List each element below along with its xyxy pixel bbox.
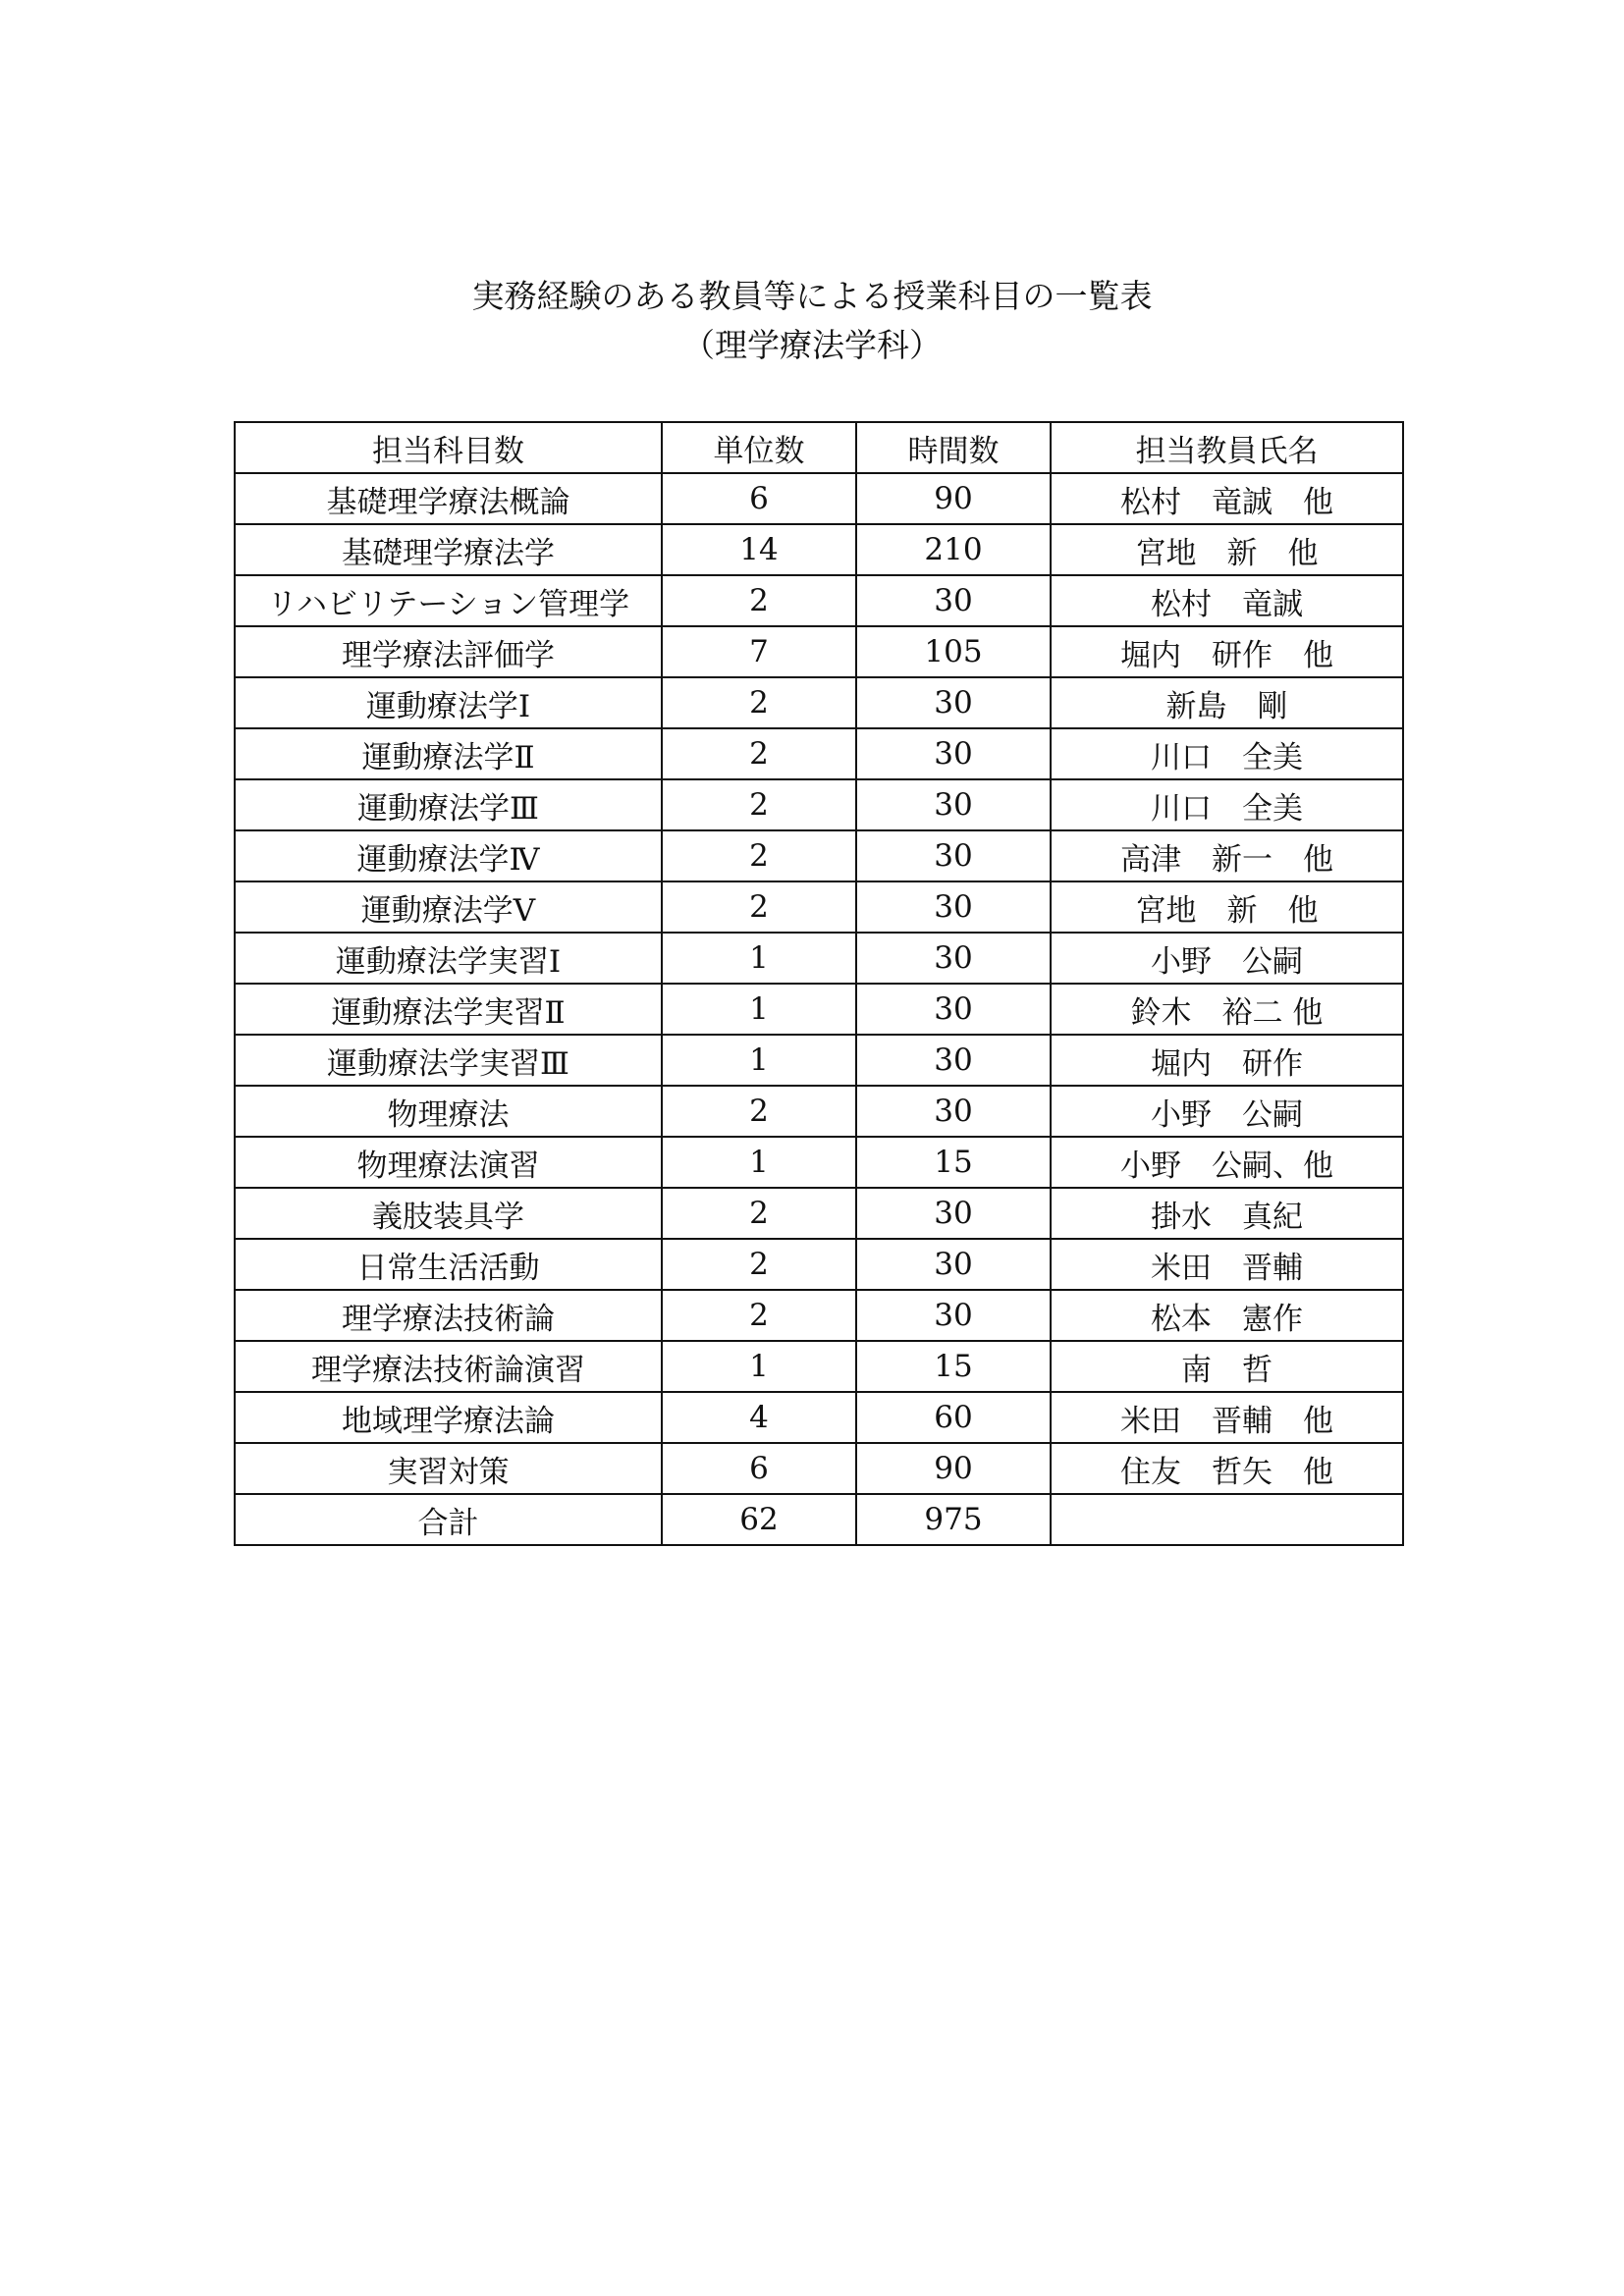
cell-teacher: 松本 憲作 xyxy=(1051,1290,1403,1341)
cell-units: 2 xyxy=(662,1239,856,1290)
cell-units: 6 xyxy=(662,473,856,524)
cell-teacher: 掛水 真紀 xyxy=(1051,1188,1403,1239)
cell-hours: 30 xyxy=(856,677,1051,728)
cell-hours: 30 xyxy=(856,933,1051,984)
table-header-row xyxy=(235,422,1403,473)
cell-teacher: 小野 公嗣 xyxy=(1051,933,1403,984)
cell-subject: 運動療法学Ⅰ xyxy=(235,677,662,728)
cell-teacher: 宮地 新 他 xyxy=(1051,524,1403,575)
document-title: 実務経験のある教員等による授業科目の一覧表 xyxy=(471,277,1153,315)
table-row xyxy=(235,933,1403,984)
cell-teacher: 鈴木 裕二 他 xyxy=(1051,984,1403,1035)
cell-teacher: 小野 公嗣、他 xyxy=(1051,1137,1403,1188)
cell-subject: 運動療法学Ⅱ xyxy=(235,728,662,779)
table-row xyxy=(235,881,1403,933)
cell-hours: 15 xyxy=(856,1341,1051,1392)
total-units: 62 xyxy=(662,1494,856,1545)
cell-hours: 30 xyxy=(856,575,1051,626)
cell-hours: 15 xyxy=(856,1137,1051,1188)
cell-teacher: 宮地 新 他 xyxy=(1051,881,1403,933)
cell-hours: 30 xyxy=(856,1188,1051,1239)
cell-teacher: 新島 剛 xyxy=(1051,677,1403,728)
cell-subject: 日常生活活動 xyxy=(235,1239,662,1290)
cell-hours: 30 xyxy=(856,779,1051,830)
cell-units: 2 xyxy=(662,575,856,626)
cell-units: 2 xyxy=(662,728,856,779)
table-row xyxy=(235,1188,1403,1239)
cell-units: 4 xyxy=(662,1392,856,1443)
cell-units: 14 xyxy=(662,524,856,575)
table-row xyxy=(235,1290,1403,1341)
cell-subject: 実習対策 xyxy=(235,1443,662,1494)
cell-subject: 運動療法学Ⅴ xyxy=(235,881,662,933)
total-hours: 975 xyxy=(856,1494,1051,1545)
table-row xyxy=(235,1341,1403,1392)
table-row xyxy=(235,1137,1403,1188)
cell-teacher: 堀内 研作 xyxy=(1051,1035,1403,1086)
cell-subject: 運動療法学実習Ⅲ xyxy=(235,1035,662,1086)
cell-units: 2 xyxy=(662,1188,856,1239)
cell-units: 1 xyxy=(662,984,856,1035)
total-label: 合計 xyxy=(235,1494,662,1545)
table-row xyxy=(235,779,1403,830)
table-row xyxy=(235,473,1403,524)
cell-units: 2 xyxy=(662,1086,856,1137)
cell-units: 6 xyxy=(662,1443,856,1494)
cell-subject: 運動療法学Ⅳ xyxy=(235,830,662,881)
cell-teacher: 高津 新一 他 xyxy=(1051,830,1403,881)
table-row xyxy=(235,1086,1403,1137)
table-row xyxy=(235,984,1403,1035)
total-teacher xyxy=(1051,1494,1403,1545)
cell-teacher: 川口 全美 xyxy=(1051,779,1403,830)
cell-teacher: 小野 公嗣 xyxy=(1051,1086,1403,1137)
cell-hours: 30 xyxy=(856,830,1051,881)
header-teacher: 担当教員氏名 xyxy=(1051,422,1403,473)
cell-hours: 210 xyxy=(856,524,1051,575)
cell-subject: 物理療法 xyxy=(235,1086,662,1137)
cell-hours: 30 xyxy=(856,1239,1051,1290)
cell-units: 1 xyxy=(662,1341,856,1392)
cell-units: 1 xyxy=(662,1035,856,1086)
table-row xyxy=(235,1239,1403,1290)
table-row xyxy=(235,677,1403,728)
cell-hours: 30 xyxy=(856,881,1051,933)
cell-teacher: 住友 哲矢 他 xyxy=(1051,1443,1403,1494)
cell-hours: 30 xyxy=(856,1290,1051,1341)
table-row xyxy=(235,626,1403,677)
cell-subject: 運動療法学実習Ⅱ xyxy=(235,984,662,1035)
table-row xyxy=(235,830,1403,881)
cell-units: 2 xyxy=(662,830,856,881)
table-row xyxy=(235,524,1403,575)
cell-subject: 運動療法学実習Ⅰ xyxy=(235,933,662,984)
table-row xyxy=(235,1392,1403,1443)
table-row xyxy=(235,1035,1403,1086)
cell-hours: 30 xyxy=(856,728,1051,779)
cell-teacher: 堀内 研作 他 xyxy=(1051,626,1403,677)
cell-units: 2 xyxy=(662,779,856,830)
cell-teacher: 米田 晋輔 xyxy=(1051,1239,1403,1290)
document-subtitle: （理学療法学科） xyxy=(682,326,942,364)
cell-units: 2 xyxy=(662,677,856,728)
cell-hours: 30 xyxy=(856,984,1051,1035)
cell-hours: 90 xyxy=(856,473,1051,524)
cell-units: 1 xyxy=(662,933,856,984)
cell-teacher: 川口 全美 xyxy=(1051,728,1403,779)
cell-units: 1 xyxy=(662,1137,856,1188)
cell-hours: 30 xyxy=(856,1086,1051,1137)
header-units: 単位数 xyxy=(662,422,856,473)
cell-units: 2 xyxy=(662,881,856,933)
cell-teacher: 米田 晋輔 他 xyxy=(1051,1392,1403,1443)
cell-subject: 理学療法評価学 xyxy=(235,626,662,677)
cell-subject: 義肢装具学 xyxy=(235,1188,662,1239)
cell-teacher: 南 哲 xyxy=(1051,1341,1403,1392)
cell-teacher: 松村 竜誠 他 xyxy=(1051,473,1403,524)
table-total-row xyxy=(235,1494,1403,1545)
table-row xyxy=(235,1443,1403,1494)
course-table xyxy=(234,421,1404,1546)
cell-hours: 60 xyxy=(856,1392,1051,1443)
cell-units: 2 xyxy=(662,1290,856,1341)
table-row xyxy=(235,728,1403,779)
cell-subject: 物理療法演習 xyxy=(235,1137,662,1188)
cell-subject: 運動療法学Ⅲ xyxy=(235,779,662,830)
cell-subject: 理学療法技術論 xyxy=(235,1290,662,1341)
cell-subject: リハビリテーション管理学 xyxy=(235,575,662,626)
table-row xyxy=(235,575,1403,626)
cell-teacher: 松村 竜誠 xyxy=(1051,575,1403,626)
cell-subject: 基礎理学療法学 xyxy=(235,524,662,575)
cell-hours: 30 xyxy=(856,1035,1051,1086)
header-subject: 担当科目数 xyxy=(235,422,662,473)
cell-hours: 90 xyxy=(856,1443,1051,1494)
cell-subject: 基礎理学療法概論 xyxy=(235,473,662,524)
header-hours: 時間数 xyxy=(856,422,1051,473)
cell-subject: 理学療法技術論演習 xyxy=(235,1341,662,1392)
cell-units: 7 xyxy=(662,626,856,677)
cell-hours: 105 xyxy=(856,626,1051,677)
cell-subject: 地域理学療法論 xyxy=(235,1392,662,1443)
table-body xyxy=(235,473,1403,1494)
